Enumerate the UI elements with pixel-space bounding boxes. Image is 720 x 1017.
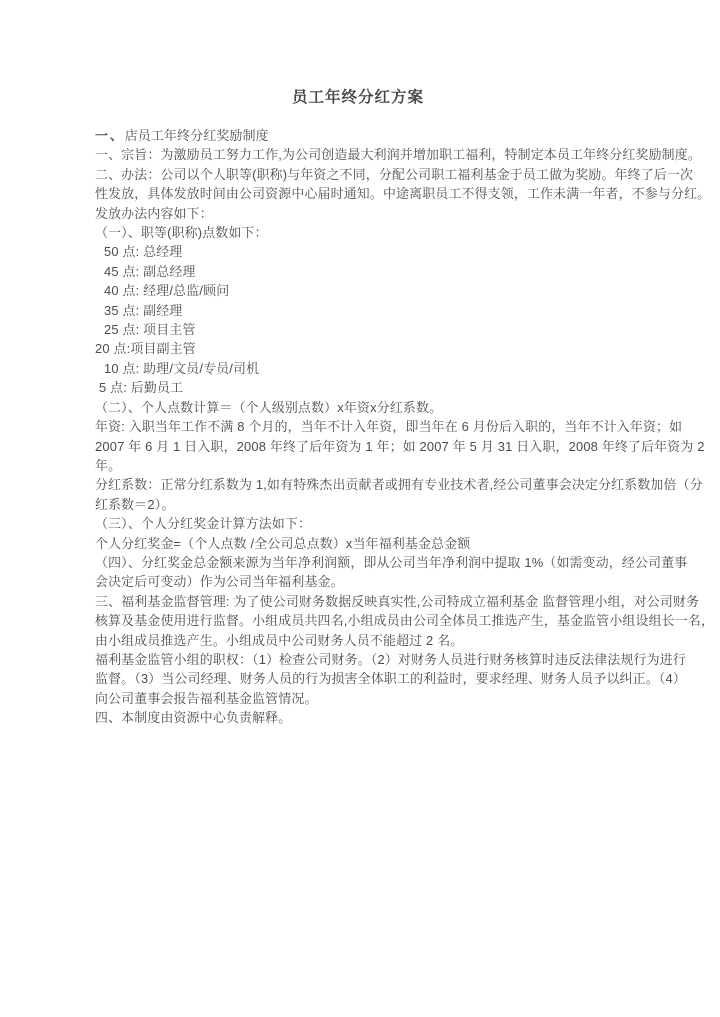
doc-line-section-3: 三、福利基金监督管理: 为了使公司财务数据反映真实性,公司特成立福利基金 监督管理小组，对公司财务 (95, 593, 700, 609)
doc-line: 福利基金监管小组的职权：（1）检查公司财务。（2）对财务人员进行财务核算时违反法律法规行为进行 (95, 651, 686, 667)
section-heading-text: 店员工年终分红奖励制度 (124, 128, 269, 143)
points-list-item: 5 点: 后勤员工 (99, 380, 184, 396)
doc-line: 个人分红奖金=（个人点数 /全公司总点数）x当年福利基金总金额 (95, 535, 471, 551)
doc-line: 会决定后可变动）作为公司当年福利基金。 (95, 574, 344, 590)
doc-line: 红系数＝2）。 (95, 496, 175, 512)
points-list-item: 10 点: 助理/文员/专员/司机 (104, 360, 260, 376)
doc-line: 性发放，具体发放时间由公司资源中心届时通知。中途离职员工不得支领，工作未满一年者，不参与分红。 (95, 186, 711, 202)
doc-line: 发放办法内容如下： (95, 205, 213, 221)
doc-line-subsection-4: （四）、分红奖金总金额来源为当年净利润额，即从公司当年净利润中提取 1%（如需变动，经公司董事 (95, 554, 688, 570)
section-heading-number: 一、 (95, 128, 125, 143)
points-list-item: 25 点: 项目主管 (104, 322, 196, 338)
doc-line-subsection-1: （一）、职等(职称)点数如下： (95, 225, 268, 241)
points-list-item: 50 点: 总经理 (104, 244, 183, 260)
points-list-item: 45 点: 副总经理 (104, 263, 196, 279)
doc-line-subsection-3: （三）、个人分红奖金计算方法如下： (95, 516, 312, 532)
doc-line-section-4: 四、本制度由资源中心负责解释。 (95, 710, 292, 726)
doc-line: 向公司董事会报告福利基金监管情况。 (95, 690, 318, 706)
doc-line: 年。 (95, 457, 122, 473)
doc-line-purpose: 一、宗旨：为激励员工努力工作,为公司创造最大利润并增加职工福利，特制定本员工年终分红奖励制度。 (95, 147, 701, 163)
doc-content (95, 85, 715, 728)
doc-line-subsection-2: （二）、个人点数计算＝（个人级别点数）x年资x分红系数。 (95, 399, 443, 415)
doc-line: 年资: 入职当年工作不满 8 个月的，当年不计入年资，即当年在 6 月份后入职的，当年不计入年资；如 (95, 419, 683, 435)
doc-line: 由小组成员推选产生。小组成员中公司财务人员不能超过 2 名。 (95, 632, 464, 648)
points-list-item: 35 点: 副经理 (104, 302, 183, 318)
doc-line: 分红系数：正常分红系数为 1,如有特殊杰出贡献者或拥有专业技术者,经公司董事会决定分红系数加倍（分 (95, 477, 703, 493)
doc-line: 监督。（3）当公司经理、财务人员的行为损害全体职工的利益时，要求经理、财务人员予以纠正。（4） (95, 671, 686, 687)
page-title: 员工年终分红方案 (291, 89, 424, 106)
points-list-item: 40 点: 经理/总监/顾问 (104, 283, 230, 299)
doc-line-method: 二、办法：公司以个人职等(职称)与年资之不同，分配公司职工福利基金于员工做为奖励。年终了后一次 (95, 166, 694, 182)
doc-line: 2007 年 6 月 1 日入职，2008 年终了后年资为 1 年；如 2007 年 5 月 31 日入职，2008 年终了后年资为 2 (95, 438, 705, 454)
section-heading (95, 126, 621, 145)
points-list-item: 20 点:项目副主管 (95, 341, 196, 357)
doc-line: 核算及基金使用进行监督。小组成员共四名,小组成员由公司全体员工推选产生，基金监管小组设组长一名， (95, 613, 715, 629)
